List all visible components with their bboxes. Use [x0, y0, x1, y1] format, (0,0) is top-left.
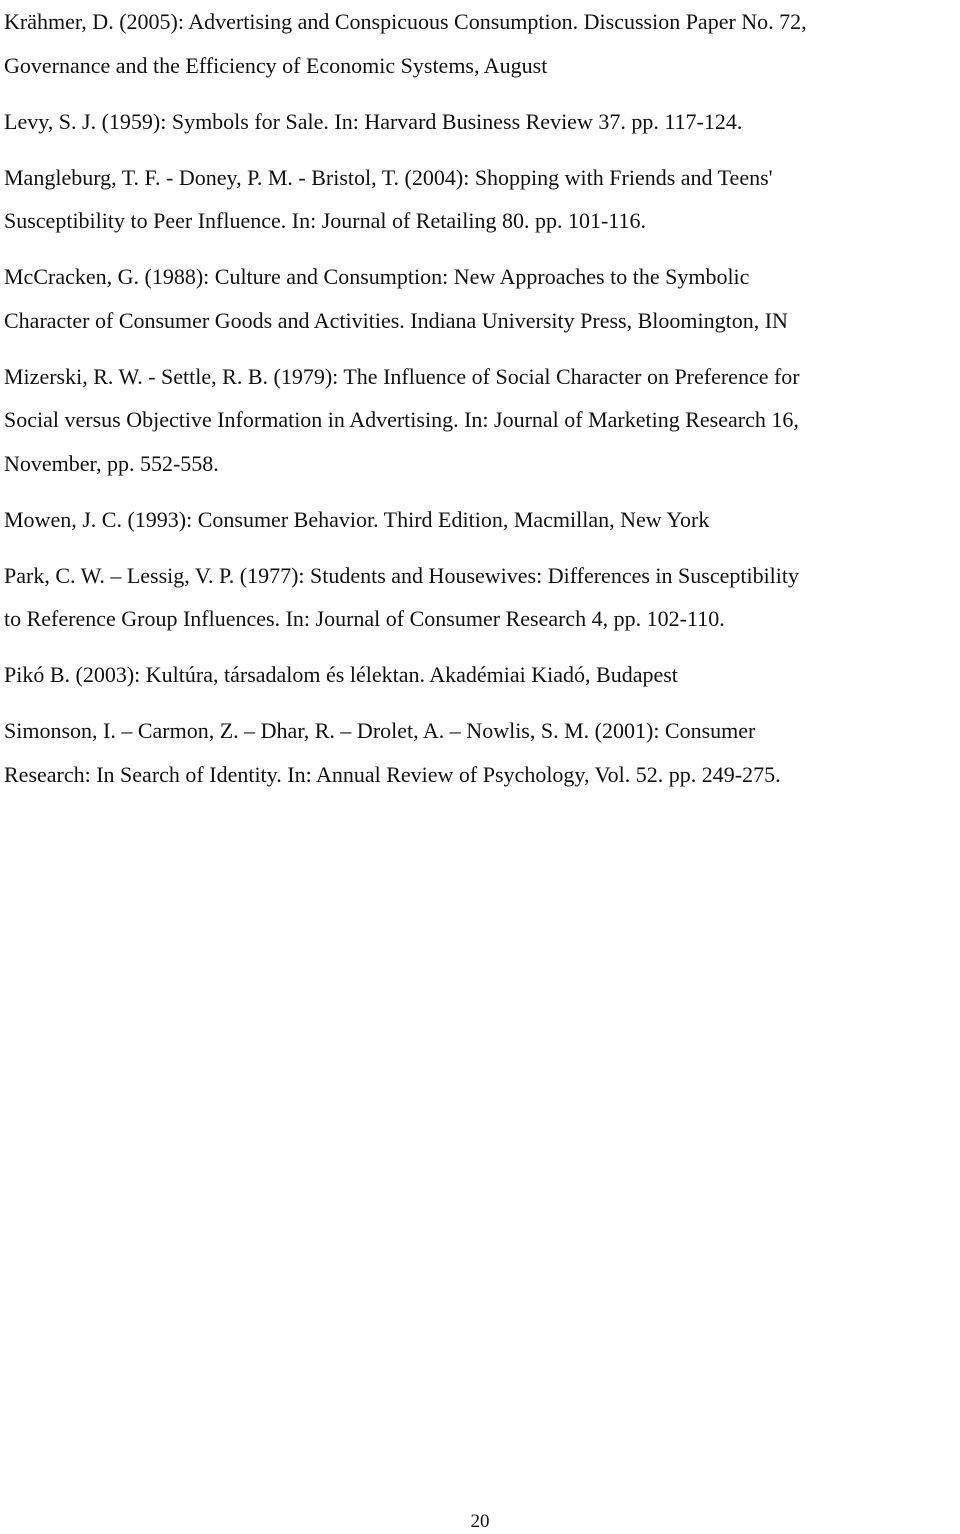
reference-line: Governance and the Efficiency of Economic Systems, August: [4, 52, 548, 78]
reference-entry: [4, 156, 956, 243]
reference-list: [4, 0, 956, 809]
reference-line: Mangleburg, T. F. - Doney, P. M. - Bristol, T. (2004): Shopping with Friends and Teens': [4, 164, 773, 190]
reference-line: Mowen, J. C. (1993): Consumer Behavior. Third Edition, Macmillan, New York: [4, 506, 710, 532]
reference-line: Social versus Objective Information in Advertising. In: Journal of Marketing Research 16,: [4, 407, 799, 432]
reference-entry: [4, 0, 956, 87]
reference-line: Research: In Search of Identity. In: Annual Review of Psychology, Vol. 52. pp. 249-275.: [4, 761, 781, 787]
reference-entry: [4, 498, 956, 542]
page-number: 20: [470, 1511, 490, 1532]
reference-entry: [4, 255, 956, 342]
reference-entry: [4, 554, 956, 641]
reference-line: Simonson, I. – Carmon, Z. – Dhar, R. – Drolet, A. – Nowlis, S. M. (2001): Consumer: [4, 718, 756, 743]
reference-line: Park, C. W. – Lessig, V. P. (1977): Students and Housewives: Differences in Susceptibility: [4, 562, 800, 588]
reference-entry: [4, 709, 956, 796]
reference-line: Susceptibility to Peer Influence. In: Journal of Retailing 80. pp. 101-116.: [4, 208, 646, 233]
reference-line: to Reference Group Influences. In: Journal of Consumer Research 4, pp. 102-110.: [4, 606, 725, 631]
reference-line: Mizerski, R. W. - Settle, R. B. (1979): The Influence of Social Character on Preference for: [4, 363, 800, 389]
reference-entry: [4, 355, 956, 486]
reference-line: Levy, S. J. (1959): Symbols for Sale. In: Harvard Business Review 37. pp. 117-124.: [4, 108, 743, 134]
reference-line: Character of Consumer Goods and Activities. Indiana University Press, Bloomington, IN: [4, 307, 788, 333]
reference-entry: [4, 100, 956, 144]
reference-line: November, pp. 552-558.: [4, 450, 219, 476]
reference-line: Krähmer, D. (2005): Advertising and Conspicuous Consumption. Discussion Paper No. 72,: [4, 9, 807, 34]
reference-line: McCracken, G. (1988): Culture and Consumption: New Approaches to the Symbolic: [4, 264, 750, 289]
reference-line: Pikó B. (2003): Kultúra, társadalom és lélektan. Akadémiai Kiadó, Budapest: [4, 662, 678, 687]
reference-entry: [4, 653, 956, 697]
